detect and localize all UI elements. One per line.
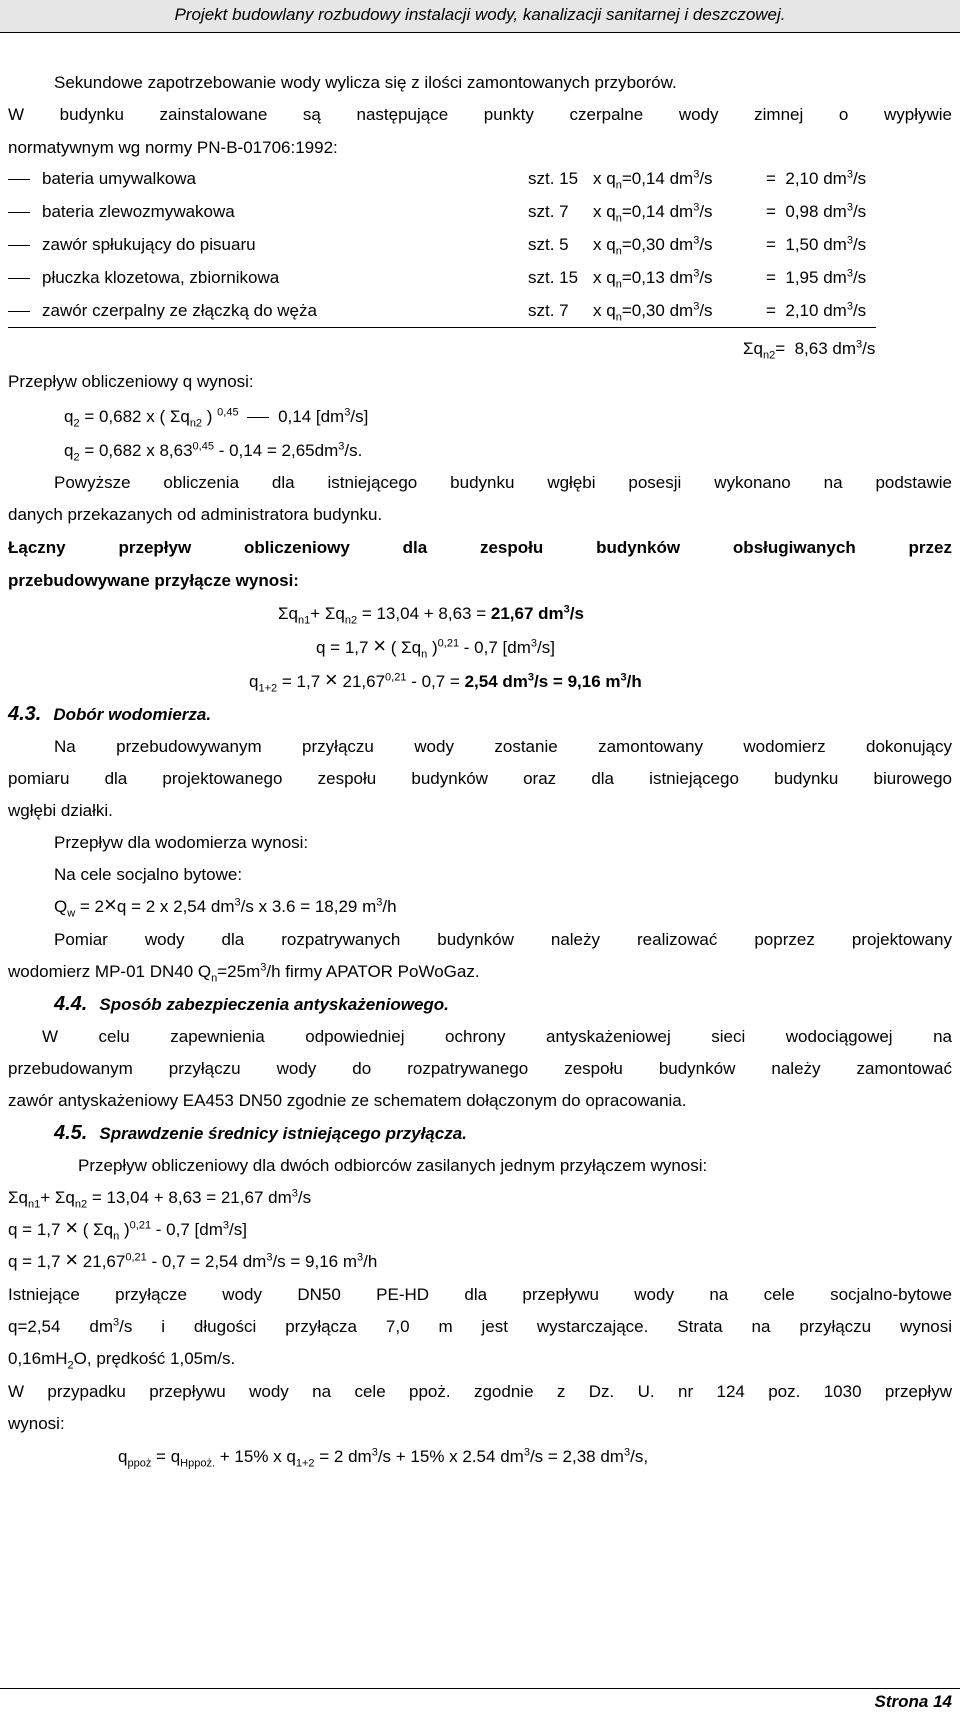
paragraph-laczny-1: Łączny przepływ obliczeniowy dla zespołu budynków obsługiwanych przez	[8, 538, 952, 557]
q-formula: q = 1,7 × ( $\Sigma q_n$ )$^{0,21}$ - 0,7 $[dm^3/s]$	[316, 633, 555, 661]
paragraph-4-5-6: q=2,54 $dm^3/s$ i długości przyłącza 7,0 m jest wystarczające. Strata na przyłączu wynosi	[8, 1316, 953, 1336]
qw-formula: $Q_w = 2\times q = 2$ x 2,54 $dm^3/s$ x 3.6 = 18,29 $m^3/h$	[54, 892, 397, 920]
paragraph-4-3-7: wodomierz MP-01 DN40 $Q_n=25m^3/h$ firmy APATOR PoWoGaz.	[8, 961, 480, 985]
fixtures-list	[8, 162, 952, 328]
intro-line-2: W budynku zainstalowane są następujące punkty czerpalne wody zimnej o wypływie	[8, 105, 952, 124]
paragraph-4-3-2: pomiaru dla projektowanego zespołu budynków oraz dla istniejącego budynku biurowego	[8, 769, 952, 788]
paragraph-4-5-3: q = 1,7 × ( $\Sigma q_n$ )$^{0,21}$ - 0,7 $[dm^3/s]$	[8, 1215, 247, 1243]
ppoz-formula: $q_{ppoż} = q_{Hppoż.} + 15\%$ x $q_{1+2} = 2$ $dm^3/s + 15\%$ x 2.54 $dm^3/s = 2,38$ $dm^3/s$,	[118, 1446, 649, 1470]
fixture-name: zawór spłukujący do pisuaru	[42, 235, 256, 254]
fixture-count: szt. 7	[528, 301, 569, 320]
fixture-result: = 1,50 $dm^3/s$	[766, 234, 867, 254]
times-icon: ×	[104, 892, 117, 917]
paragraph-4-5-8: W przypadku przepływu wody na cele ppoż. zgodnie z Dz. U. nr 124 poz. 1030 przepływ	[8, 1382, 952, 1401]
fixture-result: = 2,10 $dm^3/s$	[766, 168, 867, 188]
fixture-result: = 0,98 $dm^3/s$	[766, 201, 867, 221]
page-number: Strona 14	[874, 1692, 952, 1711]
fixture-qn: x $q_n=0,14$ $dm^3/s$	[593, 201, 713, 225]
page-header: Projekt budowlany rozbudowy instalacji wody, kanalizacji sanitarnej i deszczowej.	[0, 0, 960, 32]
fixture-row	[8, 261, 952, 294]
times-icon: ×	[65, 1215, 79, 1240]
q12-formula: $q_{1+2} = 1,7 \times 21,67^{0,21} - 0,7 = 2,54$ $dm^3/s = 9,16$ $m^3/h$	[249, 667, 642, 695]
paragraph-4-3-4: Przepływ dla wodomierza wynosi:	[54, 833, 309, 852]
dash-icon	[8, 212, 30, 213]
dash-icon	[8, 179, 30, 180]
fixture-qn: x $q_n=0,30$ $dm^3/s$	[593, 234, 713, 258]
paragraph-powyzsze-2: danych przekazanych od administratora budynku.	[8, 505, 383, 524]
fixture-name: zawór czerpalny ze złączką do węża	[42, 301, 317, 320]
times-icon: ×	[65, 1247, 79, 1272]
paragraph-4-5-9: wynosi:	[8, 1414, 65, 1433]
fixture-result: = 1,95 $dm^3/s$	[766, 267, 867, 287]
section-heading-4-3: 4.3. Dobór wodomierza.	[8, 703, 212, 725]
fixture-name: bateria umywalkowa	[42, 169, 197, 188]
paragraph-4-5-1: Przepływ obliczeniowy dla dwóch odbiorców zasilanych jednym przyłączem wynosi:	[78, 1156, 708, 1175]
paragraph-laczny-2: przebudowywane przyłącze wynosi:	[8, 571, 299, 590]
fixture-name: płuczka klozetowa, zbiornikowa	[42, 268, 280, 287]
fixture-count: szt. 15	[528, 268, 579, 287]
paragraph-4-5-7: $0,16mH_2O$, prędkość 1,05m/s.	[8, 1349, 236, 1372]
fixture-count: szt. 5	[528, 235, 569, 254]
fixture-name: bateria zlewozmywakowa	[42, 202, 235, 221]
dash-icon	[8, 311, 30, 312]
paragraph-4-3-6: Pomiar wody dla rozpatrywanych budynków należy realizować poprzez projektowany	[54, 930, 952, 949]
section-heading-4-5: 4.5. Sprawdzenie średnicy istniejącego przyłącza.	[54, 1122, 467, 1144]
paragraph-powyzsze-1: Powyższe obliczenia dla istniejącego budynku wgłębi posesji wykonano na podstawie	[54, 473, 952, 492]
paragraph-4-3-3: wgłębi działki.	[8, 801, 113, 820]
dash-icon	[8, 278, 30, 279]
paragraph-4-3-5: Na cele socjalno bytowe:	[54, 865, 243, 884]
fixture-row	[8, 294, 876, 328]
fixture-count: szt. 15	[528, 169, 579, 188]
paragraph-4-5-4: q = 1,7 × 21,67$^{0,21}$ - 0,7 = 2,54 $dm^3/s = 9,16$ $m^3/h$	[8, 1247, 378, 1272]
paragraph-4-4-3: zawór antyskażeniowy EA453 DN50 zgodnie ze schematem dołączonym do opracowania.	[8, 1091, 687, 1110]
fixture-row	[8, 195, 952, 228]
document-body	[8, 72, 952, 1468]
dash-icon	[8, 245, 30, 246]
equation-q2-formula: $q_2 = 0,682$ x ( $\Sigma q_{n2}$ ) $^{0,45}$ 0,14 $[dm^3/s]$	[64, 406, 369, 430]
intro-line-1: Sekundowe zapotrzebowanie wody wylicza się z ilości zamontowanych przyborów.	[54, 73, 677, 92]
paragraph-4-5-2: $\Sigma q_{n1}+ \Sigma q_{n2} = 13,04 + 8,63 = 21,67$ $dm^3/s$	[8, 1187, 312, 1211]
fixture-row	[8, 228, 952, 261]
times-icon: ×	[324, 667, 338, 692]
times-icon: ×	[373, 633, 387, 658]
header-rule	[0, 32, 960, 33]
sum-qn2: $\Sigma q_{n2}= 8,63$ $dm^3/s$	[743, 338, 876, 362]
paragraph-4-4-2: przebudowanym przyłączu wody do rozpatrywanego zespołu budynków należy zamontować	[8, 1059, 952, 1078]
fixture-result: = 2,10 $dm^3/s$	[766, 300, 867, 320]
fixture-row	[8, 162, 952, 195]
przeplyw-label: Przepływ obliczeniowy q wynosi:	[8, 372, 254, 391]
fixture-qn: x $q_n=0,13$ $dm^3/s$	[593, 267, 713, 291]
equation-q2-value: $q_2 = 0,682$ x $8,63^{0,45} - 0,14 = 2,65dm^3/s$.	[64, 440, 363, 464]
section-heading-4-4: 4.4. Sposób zabezpieczenia antyskażeniowego.	[54, 993, 449, 1015]
footer-rule	[0, 1688, 960, 1689]
intro-line-3: normatywnym wg normy PN-B-01706:1992:	[8, 138, 338, 157]
paragraph-4-5-5: Istniejące przyłącze wody DN50 PE-HD dla przepływu wody na cele socjalno-bytowe	[8, 1285, 952, 1304]
dash-icon	[247, 417, 269, 418]
fixture-qn: x $q_n=0,30$ $dm^3/s$	[593, 300, 713, 324]
paragraph-4-4-1: W celu zapewnienia odpowiedniej ochrony antyskażeniowej sieci wodociągowej na	[42, 1027, 952, 1046]
fixture-count: szt. 7	[528, 202, 569, 221]
fixture-qn: x $q_n=0,14$ $dm^3/s$	[593, 168, 713, 192]
sum-line: $\Sigma q_{n1}+ \Sigma q_{n2} = 13,04 + 8,63 = 21,67$ $dm^3/s$	[278, 603, 584, 627]
paragraph-4-3-1: Na przebudowywanym przyłączu wody zostanie zamontowany wodomierz dokonujący	[54, 737, 952, 756]
